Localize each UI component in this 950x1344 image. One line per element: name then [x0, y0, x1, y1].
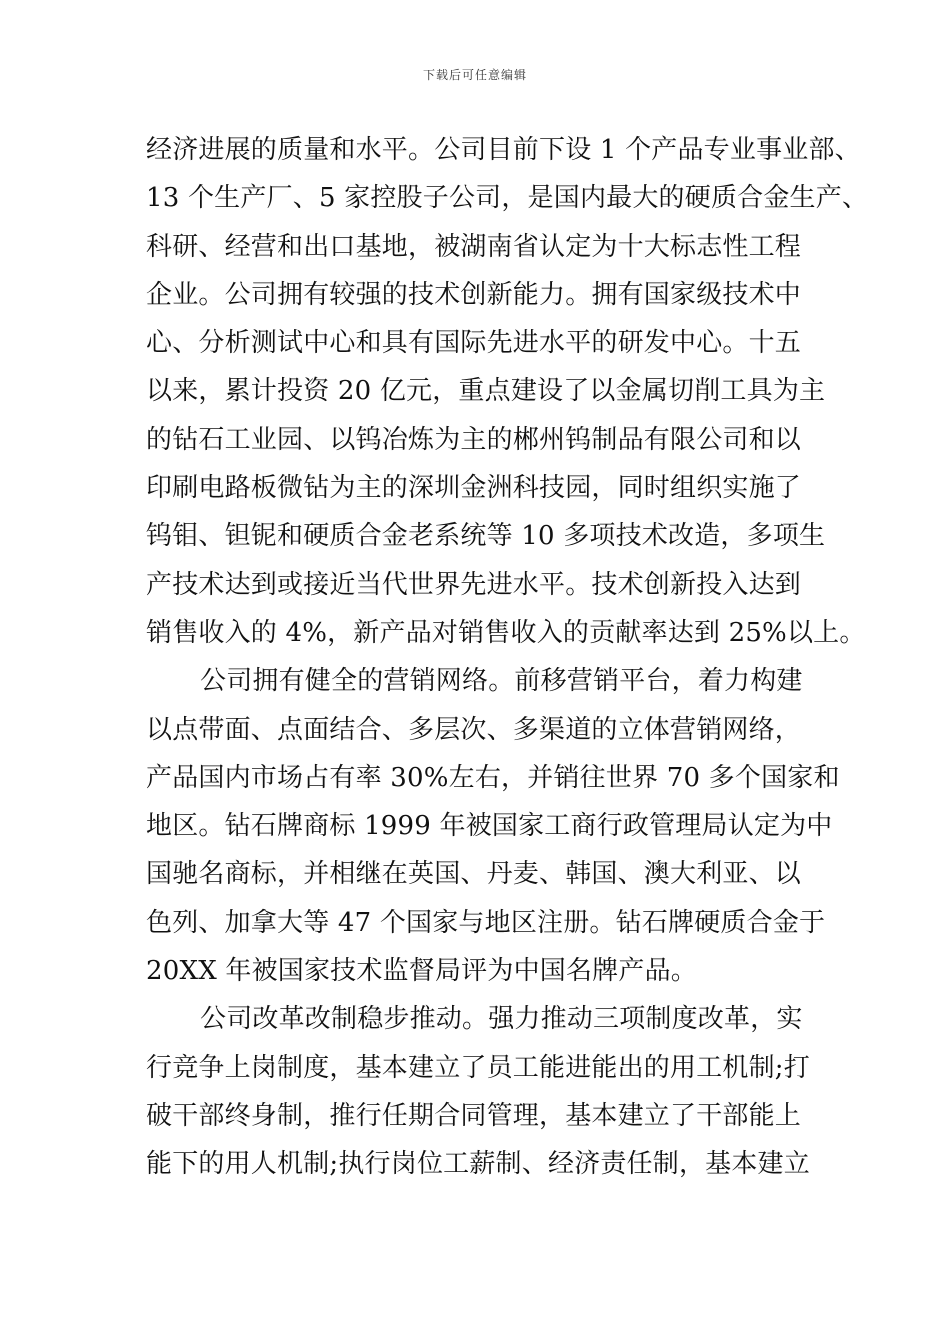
text-line: 科研、经营和出口基地，被湖南省认定为十大标志性工程: [146, 231, 802, 262]
document-body: [146, 126, 869, 1189]
text-line: 破干部终身制，推行任期合同管理，基本建立了干部能上: [146, 1100, 802, 1131]
paragraph-start-line: 公司改革改制稳步推动。强力推动三项制度改革，实: [200, 1004, 803, 1035]
text-line: 产技术达到或接近当代世界先进水平。技术创新投入达到: [146, 569, 802, 600]
text-line: 钨钼、钽铌和硬质合金老系统等 10 多项技术改造，多项生: [146, 521, 826, 552]
paragraph-start-line: 公司拥有健全的营销网络。前移营销平台，着力构建: [200, 666, 803, 697]
text-line: 国驰名商标，并相继在英国、丹麦、韩国、澳大利亚、以: [146, 859, 802, 890]
text-line: 产品国内市场占有率 30%左右，并销往世界 70 多个国家和: [146, 762, 840, 793]
text-line: 经济进展的质量和水平。公司目前下设 1 个产品专业事业部、: [146, 135, 861, 165]
text-line: 13 个生产厂、5 家控股子公司，是国内最大的硬质合金生产、: [146, 183, 869, 214]
text-line: 以来，累计投资 20 亿元，重点建设了以金属切削工具为主: [146, 376, 826, 407]
text-line: 企业。公司拥有较强的技术创新能力。拥有国家级技术中: [146, 279, 802, 310]
text-line: 行竞争上岗制度，基本建立了员工能进能出的用工机制;打: [146, 1052, 810, 1083]
text-line: 印刷电路板微钻为主的深圳金洲科技园，同时组织实施了: [146, 473, 802, 504]
text-line: 销售收入的 4%，新产品对销售收入的贡献率达到 25%以上。: [146, 617, 866, 648]
text-line: 20XX 年被国家技术监督局评为中国名牌产品。: [146, 956, 697, 987]
text-line: 能下的用人机制;执行岗位工薪制、经济责任制，基本建立: [146, 1149, 810, 1180]
text-line: 以点带面、点面结合、多层次、多渠道的立体营销网络，: [146, 714, 802, 745]
text-line: 心、分析测试中心和具有国际先进水平的研发中心。十五: [146, 328, 802, 359]
page-header: 下载后可任意编辑: [422, 68, 527, 82]
text-line: 色列、加拿大等 47 个国家与地区注册。钻石牌硬质合金于: [146, 907, 826, 938]
text-line: 地区。钻石牌商标 1999 年被国家工商行政管理局认定为中: [146, 811, 833, 842]
text-line: 的钻石工业园、以钨冶炼为主的郴州钨制品有限公司和以: [146, 424, 802, 455]
